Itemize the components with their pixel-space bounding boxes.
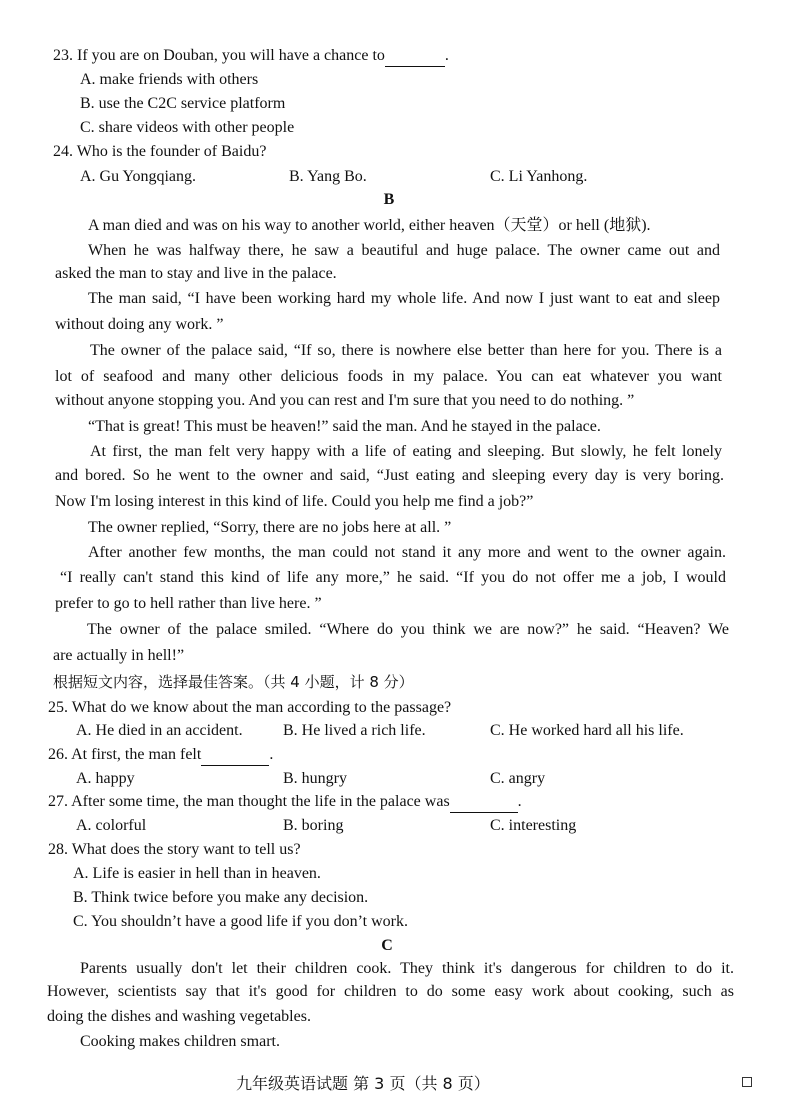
question-23-stem <box>53 46 449 67</box>
section-c-heading: C <box>381 937 393 954</box>
q26-option-c: C. angry <box>490 770 546 787</box>
question-26-text: 26. At first, the man felt <box>48 746 202 763</box>
q23-option-a: A. make friends with others <box>80 71 259 88</box>
q27-option-b: B. boring <box>283 817 344 834</box>
passage-b-line: After another few months, the man could not stand it any more and went to the owner again. <box>88 544 726 561</box>
section-b-heading: B <box>383 191 395 208</box>
q27-option-a: A. colorful <box>76 817 147 834</box>
q27-option-c: C. interesting <box>490 817 577 834</box>
passage-b-line: “That is great! This must be heaven!” said the man. And he stayed in the palace. <box>88 418 601 435</box>
passage-b-line: without doing any work. ” <box>55 316 224 333</box>
q25-option-c: C. He worked hard all his life. <box>490 722 684 739</box>
question-25-stem: 25. What do we know about the man according to the passage? <box>48 699 452 716</box>
passage-b-line: The man said, “I have been working hard my whole life. And now I just want to eat and sleep <box>88 290 720 307</box>
page-footer: 九年级英语试题 第 3 页（共 8 页） <box>236 1074 490 1093</box>
passage-b-line: At first, the man felt very happy with a life of eating and sleeping. But slowly, he felt lonely <box>90 443 722 460</box>
passage-c-line: Cooking makes children smart. <box>80 1033 280 1050</box>
passage-b-line: lot of seafood and many other delicious foods in my palace. You can eat whatever you want <box>55 368 722 385</box>
question-23-text: 23. If you are on Douban, you will have a chance to <box>53 47 385 64</box>
q24-option-b: B. Yang Bo. <box>289 168 367 185</box>
passage-c-line: Parents usually don't let their children cook. They think it's dangerous for children to do it. <box>80 960 734 977</box>
q28-option-b: B. Think twice before you make any decision. <box>73 889 369 906</box>
question-26-end: . <box>269 746 274 763</box>
q25-option-a: A. He died in an accident. <box>76 722 243 739</box>
question-28-stem: 28. What does the story want to tell us? <box>48 841 301 858</box>
passage-b-line: without anyone stopping you. And you can rest and I'm sure that you need to do nothing. ” <box>55 392 635 409</box>
answer-blank <box>450 792 518 813</box>
passage-c-line: doing the dishes and washing vegetables. <box>47 1008 311 1025</box>
passage-c-line: However, scientists say that it's good for children to do some easy work about cooking, such as <box>47 983 734 1000</box>
answer-blank <box>201 745 269 766</box>
passage-b-line: When he was halfway there, he saw a beautiful and huge palace. The owner came out and <box>88 242 720 259</box>
passage-b-line: The owner of the palace smiled. “Where do you think we are now?” he said. “Heaven? We <box>87 621 729 638</box>
q24-option-c: C. Li Yanhong. <box>490 168 588 185</box>
question-27-end: . <box>517 793 522 810</box>
question-26-stem <box>48 745 273 766</box>
q25-option-b: B. He lived a rich life. <box>283 722 426 739</box>
q24-option-a: A. Gu Yongqiang. <box>80 168 197 185</box>
answer-blank <box>385 46 445 67</box>
question-27-stem <box>48 792 522 813</box>
passage-b-line: are actually in hell!” <box>53 647 185 664</box>
q28-option-a: A. Life is easier in hell than in heaven. <box>73 865 321 882</box>
passage-b-line: The owner replied, “Sorry, there are no jobs here at all. ” <box>88 519 452 536</box>
question-24-stem: 24. Who is the founder of Baidu? <box>53 143 267 160</box>
q26-option-a: A. happy <box>76 770 135 787</box>
q23-option-b: B. use the C2C service platform <box>80 95 286 112</box>
passage-b-line: “I really can't stand this kind of life any more,” he said. “If you do not offer me a job, I would <box>60 569 726 586</box>
passage-b-line: asked the man to stay and live in the palace. <box>55 265 337 282</box>
passage-b-line: and bored. So he went to the owner and said, “Just eating and sleeping every day is very boring. <box>55 467 724 484</box>
qr-code-icon <box>742 1077 752 1087</box>
question-27-text: 27. After some time, the man thought the life in the palace was <box>48 793 450 810</box>
question-23-end: . <box>444 47 449 64</box>
passage-b-line: Now I'm losing interest in this kind of life. Could you help me find a job?” <box>55 493 534 510</box>
q23-option-c: C. share videos with other people <box>80 119 295 136</box>
passage-b-line: prefer to go to hell rather than live here. ” <box>55 595 322 612</box>
passage-b-line: A man died and was on his way to another world, either heaven（天堂）or hell (地狱). <box>88 217 651 234</box>
q26-option-b: B. hungry <box>283 770 347 787</box>
q28-option-c: C. You shouldn’t have a good life if you don’t work. <box>73 913 408 930</box>
instruction-text: 根据短文内容，选择最佳答案。（共 4 小题，计 8 分） <box>53 673 414 691</box>
passage-b-line: The owner of the palace said, “If so, there is nowhere else better than here for you. There is a <box>90 342 722 359</box>
